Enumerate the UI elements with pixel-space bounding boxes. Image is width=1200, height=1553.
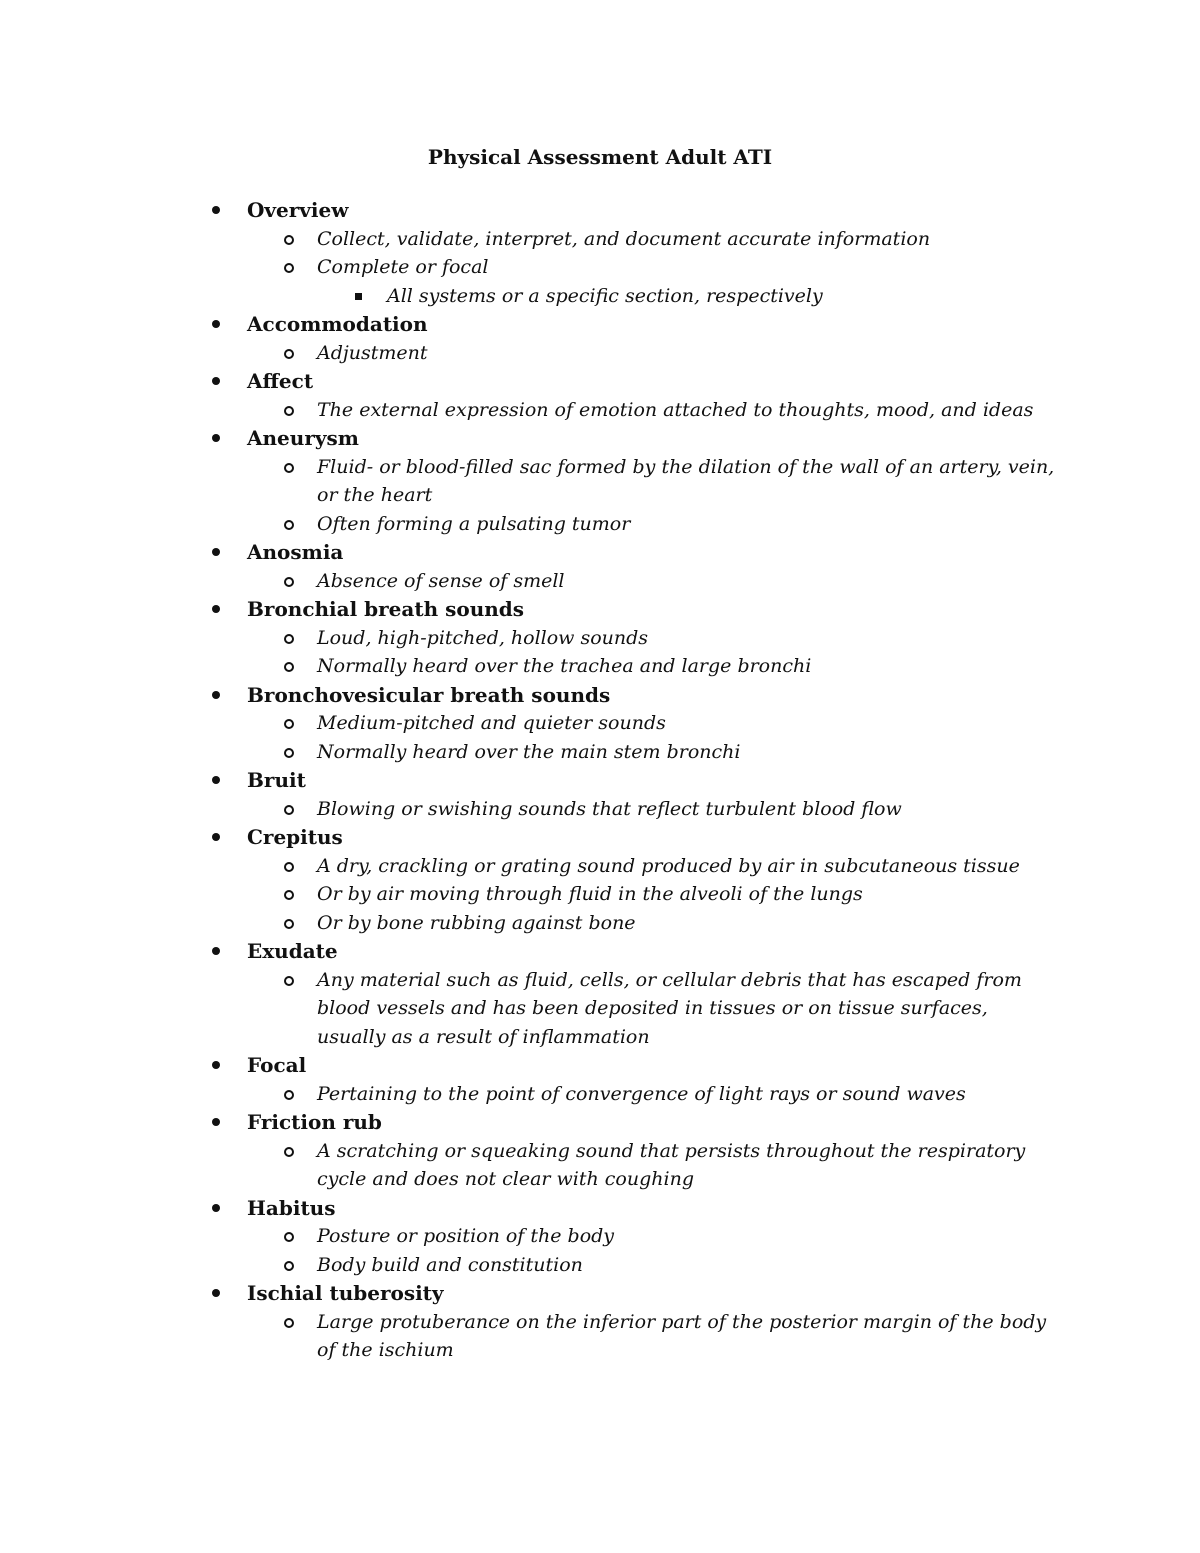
definition-text: Posture or position of the body [317,1225,615,1247]
definition-text: Fluid- or blood-filled sac formed by the dilation of the wall of an artery, vein, or the heart [317,455,1055,506]
bullet-circle-icon [284,1318,294,1328]
definition-item [0,253,1057,310]
bullet-circle-icon [284,748,294,758]
definition-item [0,510,1057,539]
bullet-dot-icon [212,1204,220,1212]
bullet-dot-icon [212,434,220,442]
definition-list [247,1137,1200,1194]
bullet-dot-icon [212,548,220,556]
bullet-circle-icon [284,662,294,672]
bullet-dot-icon [212,1061,220,1069]
term-label: Accommodation [247,312,428,336]
term-item [0,595,1200,681]
term-item [0,424,1200,538]
definition-text: Large protuberance on the inferior part of the posterior margin of the body of the ischium [317,1310,1047,1361]
definition-list [247,709,1200,766]
definition-item [0,453,1057,510]
definition-item [0,1137,1057,1194]
definition-list [247,852,1200,938]
bullet-circle-icon [284,719,294,729]
bullet-circle-icon [284,890,294,900]
bullet-circle-icon [284,805,294,815]
definition-item [0,966,1057,1052]
bullet-circle-icon [284,1147,294,1157]
definition-list [247,396,1200,425]
definition-item [0,1080,1057,1109]
bullet-circle-icon [284,463,294,473]
definition-text: Collect, validate, interpret, and document accurate information [317,227,931,250]
bullet-circle-icon [284,577,294,587]
term-item [0,1279,1200,1365]
term-item [0,766,1200,823]
definition-list [247,567,1200,596]
bullet-circle-icon [284,349,294,359]
bullet-circle-icon [284,1090,294,1100]
bullet-dot-icon [212,320,220,328]
bullet-square-icon [355,293,362,300]
bullet-circle-icon [284,406,294,416]
definition-list [247,624,1200,681]
definition-list [247,795,1200,824]
bullet-dot-icon [212,833,220,841]
definition-text: A scratching or squeaking sound that persists throughout the respiratory cycle and does not clear with coughing [317,1139,1026,1190]
definition-text: Or by air moving through fluid in the alveoli of the lungs [317,883,863,905]
bullet-circle-icon [284,1261,294,1271]
term-list [0,196,1200,1365]
definition-item [0,852,1057,881]
bullet-circle-icon [284,235,294,245]
definition-text: Loud, high-pitched, hollow sounds [317,626,649,649]
term-label: Ischial tuberosity [247,1281,444,1305]
bullet-circle-icon [284,919,294,929]
term-item [0,1194,1200,1280]
definition-list [247,339,1200,368]
bullet-dot-icon [212,206,220,214]
definition-item [0,880,1057,909]
bullet-dot-icon [212,1118,220,1126]
definition-item [0,1222,1057,1251]
bullet-dot-icon [212,947,220,955]
definition-text: Pertaining to the point of convergence of light rays or sound waves [317,1082,966,1105]
term-label: Aneurysm [247,426,359,450]
definition-text: Or by bone rubbing against bone [317,911,636,934]
definition-text: Any material such as fluid, cells, or cellular debris that has escaped from blood vessels and has been deposited in tissues or on tissue surfaces, usually as a result of inflammation [317,968,1022,1048]
term-label: Overview [247,198,349,222]
definition-item [0,909,1057,938]
definition-item [0,1308,1057,1365]
definition-text: Absence of sense of smell [317,569,565,592]
term-item [0,681,1200,767]
term-item [0,823,1200,937]
definition-text: Normally heard over the main stem bronchi [317,740,741,763]
bullet-circle-icon [284,1232,294,1242]
bullet-circle-icon [284,634,294,644]
bullet-circle-icon [284,862,294,872]
definition-item [0,795,1057,824]
definition-item [0,225,1057,254]
definition-text: Complete or focal [317,256,489,278]
bullet-circle-icon [284,263,294,273]
term-label: Crepitus [247,825,343,849]
definition-item [0,339,1057,368]
detail-text: All systems or a specific section, respectively [387,284,823,307]
page-title: Physical Assessment Adult ATI [427,145,773,169]
bullet-circle-icon [284,520,294,530]
bullet-circle-icon [284,976,294,986]
term-item [0,937,1200,1051]
definition-list [247,1080,1200,1109]
definition-item [0,1251,1057,1280]
bullet-dot-icon [212,1289,220,1297]
definition-item [0,624,1057,653]
term-label: Bronchial breath sounds [247,597,525,621]
definition-list [247,453,1200,539]
term-label: Anosmia [247,540,344,564]
term-label: Bronchovesicular breath sounds [247,682,611,707]
definition-list [247,966,1200,1052]
term-item [0,196,1200,310]
definition-list [247,1222,1200,1279]
bullet-dot-icon [212,605,220,613]
bullet-dot-icon [212,691,220,699]
definition-item [0,738,1057,767]
term-label: Exudate [247,939,338,963]
term-item [0,367,1200,424]
definition-text: Adjustment [317,341,428,364]
definition-item [0,652,1057,681]
definition-item [0,396,1057,425]
term-item [0,1051,1200,1108]
bullet-dot-icon [212,377,220,385]
term-item [0,1108,1200,1194]
definition-text: Normally heard over the trachea and large bronchi [317,655,812,677]
detail-item [0,282,1057,311]
term-item [0,538,1200,595]
definition-list [247,1308,1200,1365]
definition-item [0,567,1057,596]
bullet-dot-icon [212,776,220,784]
detail-list [317,282,1057,311]
term-item [0,310,1200,367]
definition-item [0,709,1057,738]
term-label: Habitus [247,1195,336,1220]
term-label: Bruit [247,768,306,792]
definition-text: Medium-pitched and quieter sounds [317,712,666,734]
definition-text: A dry, crackling or grating sound produced by air in subcutaneous tissue [317,854,1020,877]
definition-text: The external expression of emotion attached to thoughts, mood, and ideas [317,398,1034,421]
definition-list [247,225,1200,311]
definition-text: Blowing or swishing sounds that reflect turbulent blood flow [317,797,902,820]
term-label: Affect [247,369,314,393]
definition-text: Body build and constitution [317,1253,583,1276]
definition-text: Often forming a pulsating tumor [317,512,631,535]
term-label: Focal [247,1053,307,1077]
term-label: Friction rub [247,1110,382,1134]
